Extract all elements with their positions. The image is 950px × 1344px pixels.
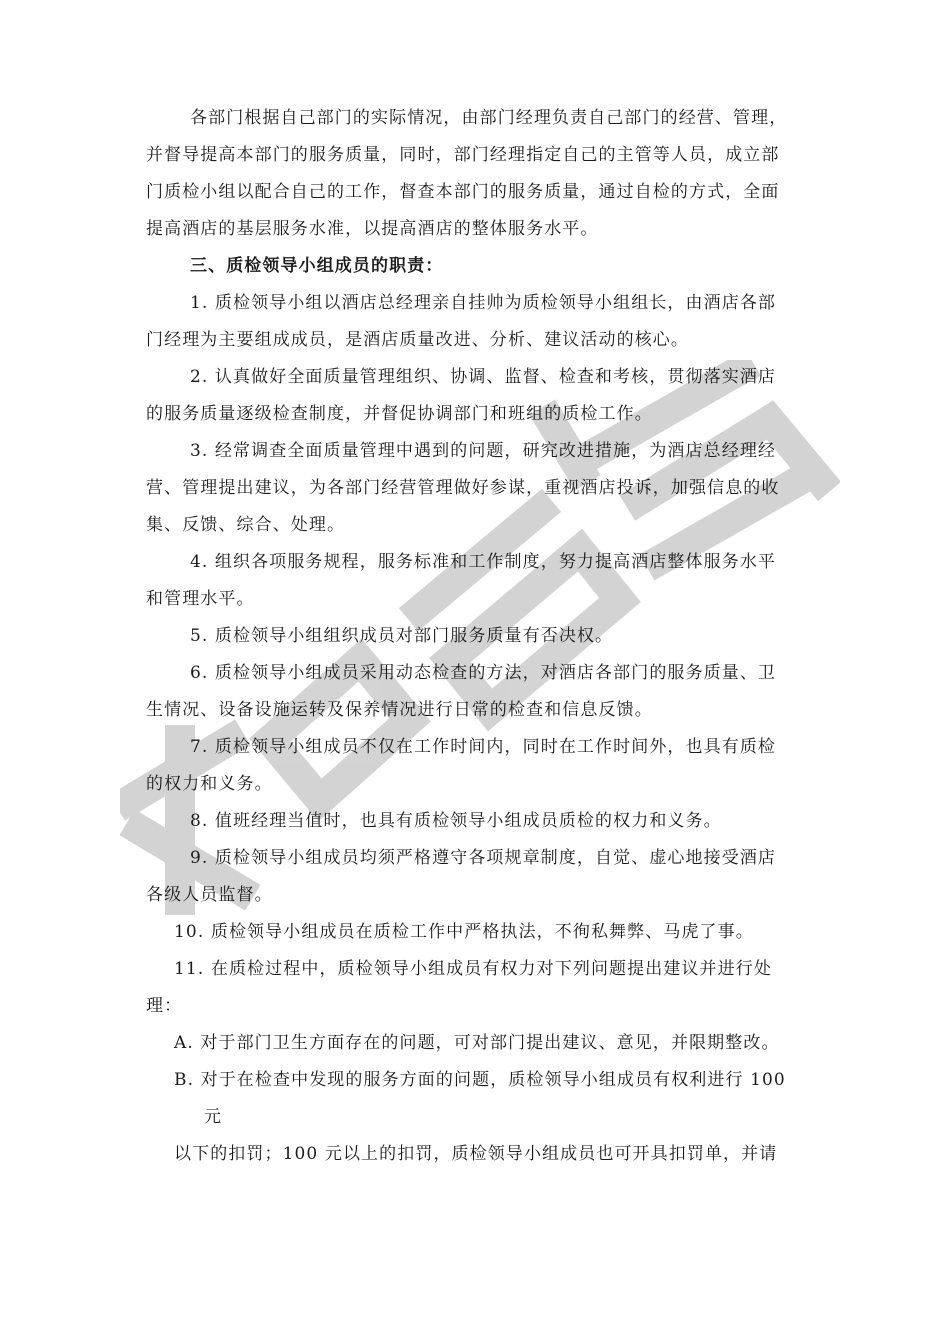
item-1-line: 1. 质检领导小组以酒店总经理亲自挂帅为质检领导小组组长，由酒店各部 (190, 293, 777, 313)
item-6-line: 6. 质检领导小组成员采用动态检查的方法，对酒店各部门的服务质量、卫 (190, 663, 777, 683)
body-line: 各部门根据自己部门的实际情况，由部门经理负责自己部门的经营、管理， (190, 108, 788, 128)
item-11-line: 理： (146, 996, 183, 1016)
item-2-line: 的服务质量逐级检查制度，并督促协调部门和班组的质检工作。 (146, 404, 653, 424)
item-3-line: 3. 经常调查全面质量管理中遇到的问题，研究改进措施，为酒店总经理经 (190, 441, 777, 461)
item-2-line: 2. 认真做好全面质量管理组织、协调、监督、检查和考核，贯彻落实酒店 (190, 367, 777, 387)
item-10-line: 10. 质检领导小组成员在质检工作中严格执法，不徇私舞弊、马虎了事。 (174, 922, 754, 942)
item-3-line: 集、反馈、综合、处理。 (146, 515, 346, 535)
body-line: 门质检小组以配合自己的工作，督查本部门的服务质量，通过自检的方式，全面 (146, 182, 780, 202)
subitem-b-line: 以下的扣罚；100 元以上的扣罚，质检领导小组成员也可开具扣罚单，并请 (174, 1144, 778, 1164)
item-4-line: 4. 组织各项服务规程，服务标准和工作制度，努力提高酒店整体服务水平 (190, 552, 777, 572)
body-line: 并督导提高本部门的服务质量，同时，部门经理指定自己的主管等人员，成立部 (146, 145, 780, 165)
item-3-line: 营、管理提出建议，为各部门经营管理做好参谋，重视酒店投诉，加强信息的收 (146, 478, 780, 498)
item-7-line: 的权力和义务。 (146, 774, 273, 794)
subitem-b-line: 元 (204, 1107, 223, 1127)
item-9-line: 各级人员监督。 (146, 885, 273, 905)
item-8-line: 8. 值班经理当值时，也具有质检领导小组成员质检的权力和义务。 (190, 811, 722, 831)
subitem-b-line: B. 对于在检查中发现的服务方面的问题，质检领导小组成员有权利进行 100 (174, 1070, 786, 1090)
item-4-line: 和管理水平。 (146, 589, 255, 609)
item-6-line: 生情况、设备设施运转及保养情况进行日常的检查和信息反馈。 (146, 700, 653, 720)
item-5-line: 5. 质检领导小组组织成员对部门服务质量有否决权。 (190, 626, 614, 646)
item-1-line: 门经理为主要组成成员，是酒店质量改进、分析、建议活动的核心。 (146, 330, 689, 350)
body-line: 提高酒店的基层服务水准，以提高酒店的整体服务水平。 (146, 219, 599, 239)
item-11-line: 11. 在质检过程中，质检领导小组成员有权力对下列问题提出建议并进行处 (174, 959, 772, 979)
section-heading: 三、质检领导小组成员的职责： (190, 256, 444, 276)
item-7-line: 7. 质检领导小组成员不仅在工作时间内，同时在工作时间外，也具有质检 (190, 737, 777, 757)
subitem-a-line: A. 对于部门卫生方面存在的问题，可对部门提出建议、意见，并限期整改。 (174, 1033, 780, 1053)
item-9-line: 9. 质检领导小组成员均须严格遵守各项规章制度，自觉、虚心地接受酒店 (190, 848, 777, 868)
